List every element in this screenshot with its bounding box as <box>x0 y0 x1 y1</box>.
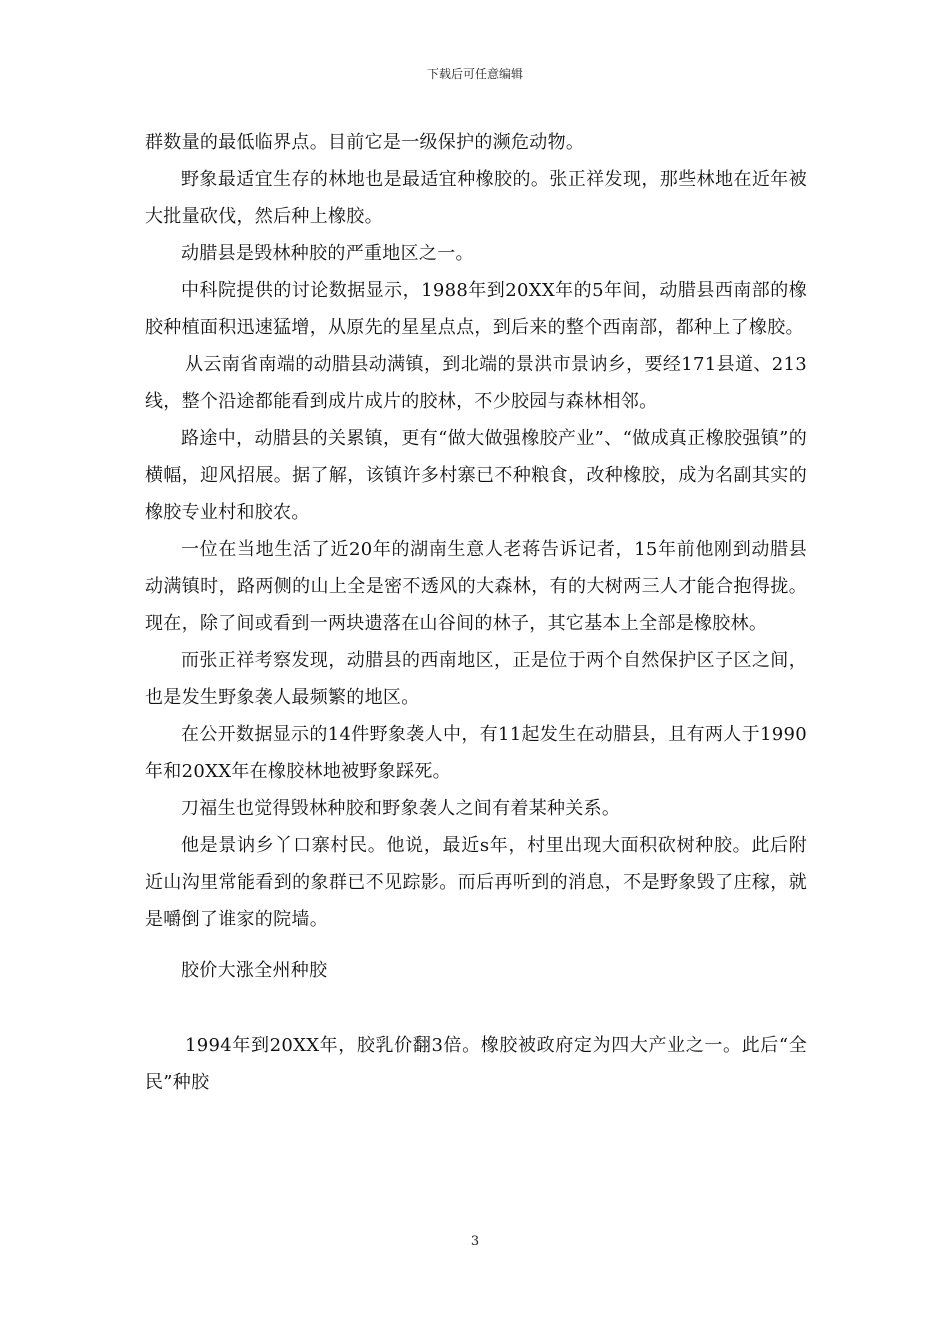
document-body <box>145 124 807 1101</box>
paragraph: 在公开数据显示的14件野象袭人中，有11起发生在动腊县，且有两人于1990年和20XX年在橡胶林地被野象踩死。 <box>145 724 807 782</box>
paragraph-continuation: 群数量的最低临界点。目前它是一级保护的濒危动物。 <box>145 132 585 153</box>
paragraph: 一位在当地生活了近20年的湖南生意人老蒋告诉记者，15年前他刚到动腊县动满镇时，路两侧的山上全是密不透风的大森林，有的大树两三人才能合抱得拢。现在，除了间或看到一两块遗落在山谷间的林子，其它基本上全部是橡胶林。 <box>145 539 807 634</box>
paragraph: 而张正祥考察发现，动腊县的西南地区，正是位于两个自然保护区子区之间，也是发生野象袭人最频繁的地区。 <box>145 650 807 708</box>
page-header: 下载后可任意编辑 <box>426 67 523 81</box>
paragraph: 路途中，动腊县的关累镇，更有“做大做强橡胶产业”、“做成真正橡胶强镇”的横幅，迎风招展。据了解，该镇许多村寨已不种粮食，改种橡胶，成为名副其实的橡胶专业村和胶农。 <box>145 428 807 523</box>
section-heading: 胶价大涨全州种胶 <box>181 960 328 981</box>
paragraph: 中科院提供的讨论数据显示，1988年到20XX年的5年间，动腊县西南部的橡胶种植面积迅速猛增，从原先的星星点点，到后来的整个西南部，都种上了橡胶。 <box>145 280 807 338</box>
paragraph: 野象最适宜生存的林地也是最适宜种橡胶的。张正祥发现，那些林地在近年被大批量砍伐，然后种上橡胶。 <box>145 169 807 227</box>
paragraph: 动腊县是毁林种胶的严重地区之一。 <box>181 243 474 264</box>
paragraph: 刀福生也觉得毁林种胶和野象袭人之间有着某种关系。 <box>181 798 621 819</box>
page-number: 3 <box>470 1234 480 1249</box>
paragraph: 他是景讷乡丫口寨村民。他说，最近s年，村里出现大面积砍树种胶。此后附近山沟里常能看到的象群已不见踪影。而后再听到的消息，不是野象毁了庄稼，就是嚼倒了谁家的院墙。 <box>145 835 807 930</box>
paragraph: 从云南省南端的动腊县动满镇，到北端的景洪市景讷乡，要经171县道、213线，整个沿途都能看到成片成片的胶林，不少胶园与森林相邻。 <box>145 354 807 412</box>
paragraph: 1994年到20XX年，胶乳价翻3倍。橡胶被政府定为四大产业之一。此后“全民”种胶 <box>145 1035 807 1093</box>
